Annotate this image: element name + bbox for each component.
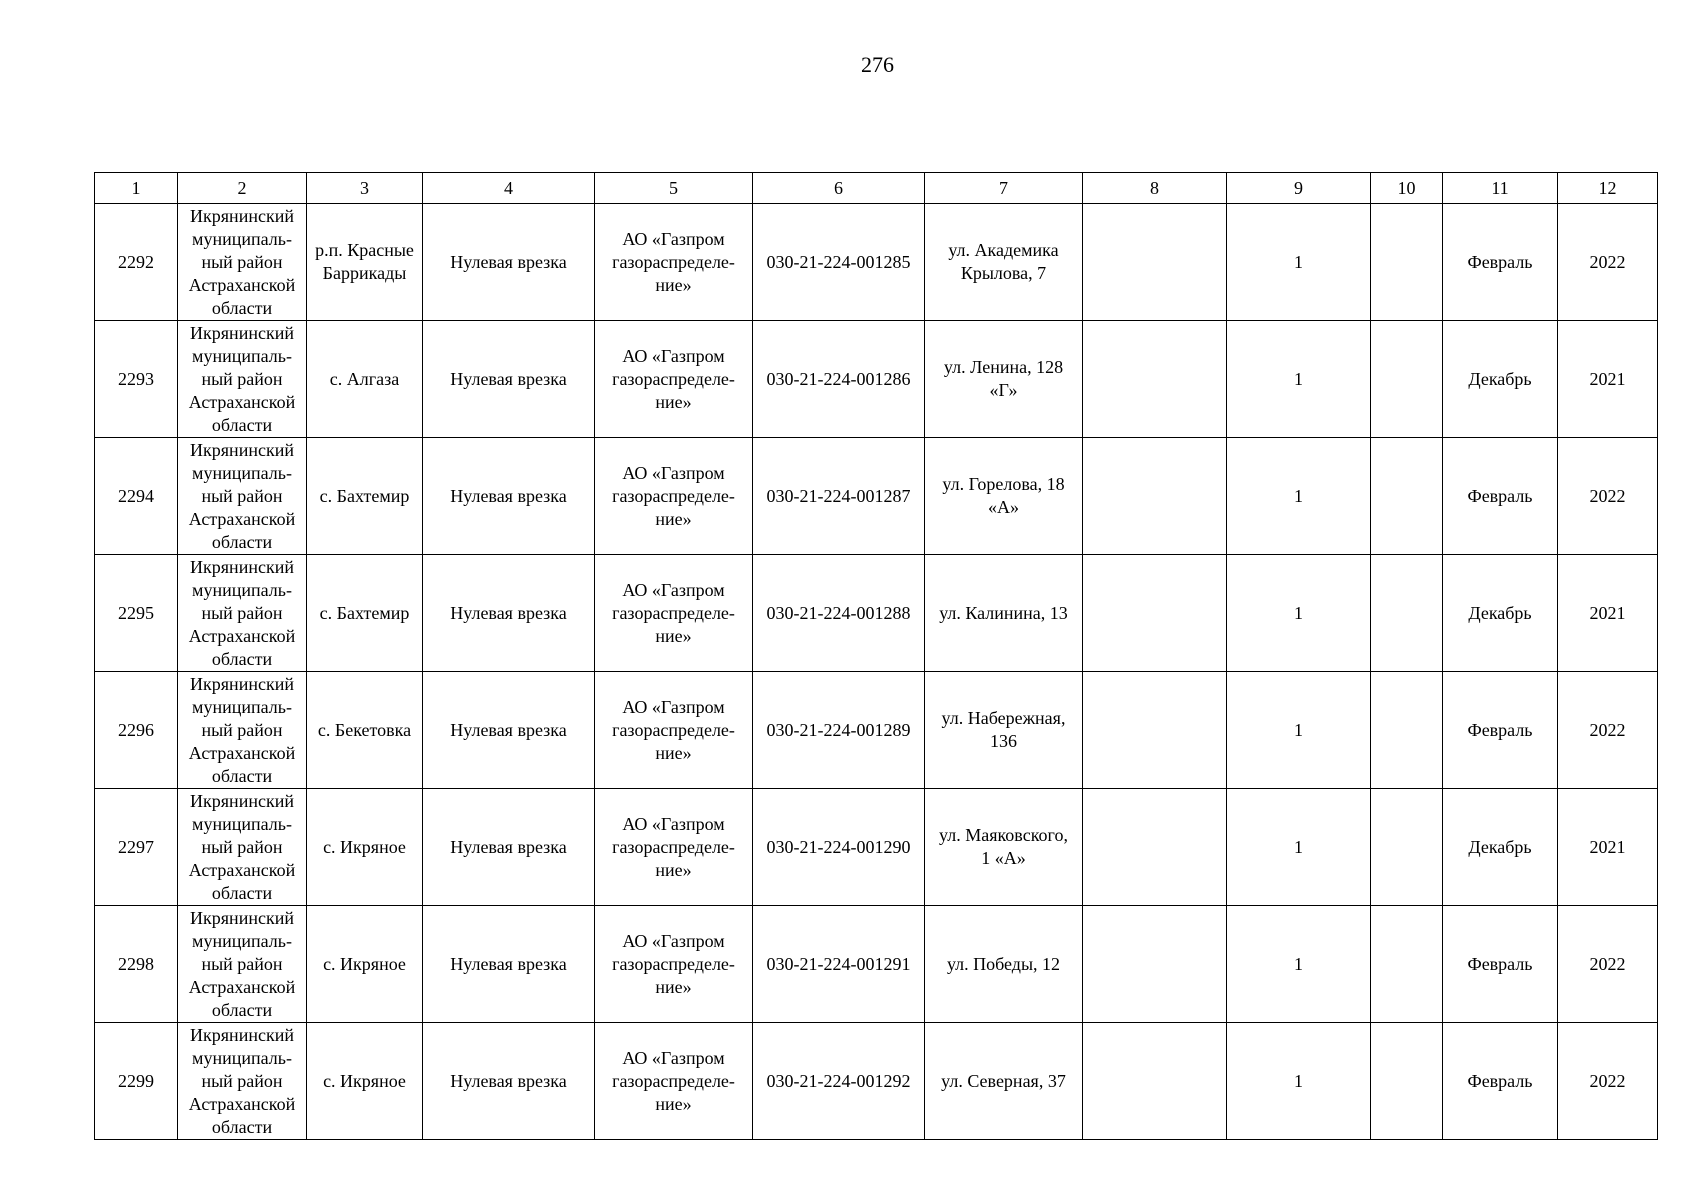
- cell-line: муниципаль-: [192, 345, 292, 366]
- count-cell: 1: [1227, 438, 1371, 555]
- cell-line: муниципаль-: [192, 930, 292, 951]
- cell-line: Икрянинский: [190, 556, 294, 577]
- organization-cell: [595, 555, 753, 672]
- cell-line: газораспределе-: [612, 1070, 735, 1091]
- connection-type-cell: Нулевая врезка: [423, 438, 595, 555]
- cell-line: области: [211, 999, 273, 1020]
- cell-line: с. Икряное: [323, 836, 406, 857]
- cell-line: Астраханской: [188, 976, 296, 997]
- cell-line: газораспределе-: [612, 251, 735, 272]
- organization-cell: [595, 672, 753, 789]
- cell-line: Баррикады: [322, 263, 407, 283]
- object-code-cell: 030-21-224-001288: [753, 555, 925, 672]
- row-number-cell: 2295: [95, 555, 178, 672]
- table-row: [95, 555, 1658, 672]
- connection-type-cell: Нулевая врезка: [423, 204, 595, 321]
- table-header: [95, 173, 1658, 204]
- cell-line: Астраханской: [188, 742, 296, 763]
- row-number-cell: 2292: [95, 204, 178, 321]
- cell-line: Крылова, 7: [960, 263, 1047, 283]
- cell-line: Астраханской: [188, 508, 296, 529]
- cell-line: АО «Газпром: [622, 813, 725, 834]
- locality-cell: [307, 906, 423, 1023]
- column-header-6: 6: [753, 173, 925, 204]
- cell-line: Астраханской: [188, 391, 296, 412]
- cell-line: ул. Набережная,: [941, 708, 1066, 728]
- year-cell: 2022: [1558, 906, 1658, 1023]
- table-row: [95, 672, 1658, 789]
- district-cell: [178, 438, 307, 555]
- column-8-cell: [1083, 789, 1227, 906]
- cell-line: ние»: [655, 508, 692, 529]
- cell-line: Икрянинский: [190, 322, 294, 343]
- cell-line: муниципаль-: [192, 228, 292, 249]
- count-cell: 1: [1227, 204, 1371, 321]
- page-number: 276: [861, 52, 894, 77]
- table-row: [95, 321, 1658, 438]
- cell-line: с. Алгаза: [329, 368, 400, 389]
- cell-line: ул. Горелова, 18: [942, 474, 1065, 494]
- cell-line: Икрянинский: [190, 907, 294, 928]
- cell-line: муниципаль-: [192, 1047, 292, 1068]
- cell-line: ул. Северная, 37: [941, 1070, 1066, 1091]
- cell-line: ние»: [655, 391, 692, 412]
- organization-cell: [595, 204, 753, 321]
- table-row: [95, 789, 1658, 906]
- object-code-cell: 030-21-224-001285: [753, 204, 925, 321]
- cell-line: ный район: [201, 602, 283, 623]
- count-cell: 1: [1227, 555, 1371, 672]
- column-10-cell: [1371, 906, 1443, 1023]
- locality-cell: [307, 672, 423, 789]
- cell-line: АО «Газпром: [622, 228, 725, 249]
- cell-line: АО «Газпром: [622, 579, 725, 600]
- row-number-cell: 2294: [95, 438, 178, 555]
- address-cell: [925, 204, 1083, 321]
- column-header-12: 12: [1558, 173, 1658, 204]
- column-8-cell: [1083, 906, 1227, 1023]
- address-cell: [925, 555, 1083, 672]
- cell-line: с. Икряное: [323, 1070, 406, 1091]
- organization-cell: [595, 321, 753, 438]
- organization-cell: [595, 438, 753, 555]
- organization-cell: [595, 906, 753, 1023]
- cell-line: «Г»: [989, 380, 1018, 400]
- cell-line: АО «Газпром: [622, 930, 725, 951]
- row-number-cell: 2298: [95, 906, 178, 1023]
- year-cell: 2022: [1558, 1023, 1658, 1140]
- district-cell: [178, 672, 307, 789]
- column-header-11: 11: [1443, 173, 1558, 204]
- district-cell: [178, 789, 307, 906]
- district-cell: [178, 321, 307, 438]
- locality-cell: [307, 789, 423, 906]
- cell-line: ный район: [201, 836, 283, 857]
- column-header-5: 5: [595, 173, 753, 204]
- cell-line: ул. Победы, 12: [946, 953, 1061, 974]
- cell-line: области: [211, 765, 273, 786]
- cell-line: ный район: [201, 953, 283, 974]
- address-cell: [925, 321, 1083, 438]
- object-code-cell: 030-21-224-001290: [753, 789, 925, 906]
- column-header-3: 3: [307, 173, 423, 204]
- column-10-cell: [1371, 438, 1443, 555]
- cell-line: с. Бахтемир: [319, 485, 410, 506]
- cell-line: 136: [990, 731, 1017, 751]
- cell-line: Икрянинский: [190, 439, 294, 460]
- column-header-4: 4: [423, 173, 595, 204]
- count-cell: 1: [1227, 1023, 1371, 1140]
- district-cell: [178, 1023, 307, 1140]
- cell-line: «А»: [988, 497, 1019, 517]
- connection-type-cell: Нулевая врезка: [423, 789, 595, 906]
- address-cell: [925, 906, 1083, 1023]
- cell-line: АО «Газпром: [622, 696, 725, 717]
- count-cell: 1: [1227, 672, 1371, 789]
- organization-cell: [595, 1023, 753, 1140]
- month-cell: Февраль: [1443, 1023, 1558, 1140]
- district-cell: [178, 906, 307, 1023]
- cell-line: Астраханской: [188, 1093, 296, 1114]
- column-10-cell: [1371, 789, 1443, 906]
- address-cell: [925, 438, 1083, 555]
- table-row: [95, 438, 1658, 555]
- cell-line: Астраханской: [188, 625, 296, 646]
- cell-line: Икрянинский: [190, 205, 294, 226]
- connection-type-cell: Нулевая врезка: [423, 321, 595, 438]
- cell-line: ный район: [201, 1070, 283, 1091]
- locality-cell: [307, 438, 423, 555]
- cell-line: р.п. Красные: [315, 240, 414, 260]
- connection-type-cell: Нулевая врезка: [423, 1023, 595, 1140]
- month-cell: Декабрь: [1443, 555, 1558, 672]
- locality-cell: [307, 204, 423, 321]
- cell-line: с. Икряное: [323, 953, 406, 974]
- locality-cell: [307, 555, 423, 672]
- locality-cell: [307, 1023, 423, 1140]
- object-code-cell: 030-21-224-001287: [753, 438, 925, 555]
- cell-line: Икрянинский: [190, 1024, 294, 1045]
- cell-line: ние»: [655, 625, 692, 646]
- district-cell: [178, 555, 307, 672]
- cell-line: АО «Газпром: [622, 1047, 725, 1068]
- address-cell: [925, 672, 1083, 789]
- column-header-10: 10: [1371, 173, 1443, 204]
- column-8-cell: [1083, 438, 1227, 555]
- object-code-cell: 030-21-224-001286: [753, 321, 925, 438]
- table-body: [95, 204, 1658, 1140]
- table-row: [95, 204, 1658, 321]
- cell-line: 1 «А»: [981, 848, 1026, 868]
- cell-line: газораспределе-: [612, 719, 735, 740]
- connection-type-cell: Нулевая врезка: [423, 906, 595, 1023]
- cell-line: муниципаль-: [192, 696, 292, 717]
- cell-line: ние»: [655, 1093, 692, 1114]
- locality-cell: [307, 321, 423, 438]
- cell-line: ный район: [201, 368, 283, 389]
- cell-line: с. Бекетовка: [317, 719, 412, 740]
- cell-line: Икрянинский: [190, 673, 294, 694]
- count-cell: 1: [1227, 321, 1371, 438]
- organization-cell: [595, 789, 753, 906]
- cell-line: области: [211, 882, 273, 903]
- month-cell: Февраль: [1443, 204, 1558, 321]
- column-8-cell: [1083, 672, 1227, 789]
- month-cell: Февраль: [1443, 906, 1558, 1023]
- cell-line: ние»: [655, 742, 692, 763]
- row-number-cell: 2296: [95, 672, 178, 789]
- count-cell: 1: [1227, 906, 1371, 1023]
- cell-line: ул. Калинина, 13: [939, 602, 1068, 623]
- object-code-cell: 030-21-224-001291: [753, 906, 925, 1023]
- cell-line: ный район: [201, 251, 283, 272]
- year-cell: 2021: [1558, 555, 1658, 672]
- cell-line: области: [211, 414, 273, 435]
- column-header-8: 8: [1083, 173, 1227, 204]
- cell-line: муниципаль-: [192, 813, 292, 834]
- cell-line: Астраханской: [188, 274, 296, 295]
- column-header-9: 9: [1227, 173, 1371, 204]
- count-cell: 1: [1227, 789, 1371, 906]
- year-cell: 2021: [1558, 321, 1658, 438]
- address-cell: [925, 1023, 1083, 1140]
- column-8-cell: [1083, 1023, 1227, 1140]
- month-cell: Февраль: [1443, 672, 1558, 789]
- column-8-cell: [1083, 555, 1227, 672]
- cell-line: газораспределе-: [612, 485, 735, 506]
- column-header-2: 2: [178, 173, 307, 204]
- month-cell: Декабрь: [1443, 321, 1558, 438]
- cell-line: ние»: [655, 976, 692, 997]
- column-8-cell: [1083, 204, 1227, 321]
- cell-line: Икрянинский: [190, 790, 294, 811]
- cell-line: газораспределе-: [612, 368, 735, 389]
- year-cell: 2021: [1558, 789, 1658, 906]
- cell-line: газораспределе-: [612, 836, 735, 857]
- row-number-cell: 2293: [95, 321, 178, 438]
- cell-line: ние»: [655, 274, 692, 295]
- cell-line: области: [211, 648, 273, 669]
- table-row: [95, 1023, 1658, 1140]
- cell-line: ул. Ленина, 128: [943, 357, 1064, 377]
- header-row: [95, 173, 1658, 204]
- cell-line: области: [211, 297, 273, 318]
- month-cell: Декабрь: [1443, 789, 1558, 906]
- cell-line: ул. Маяковского,: [939, 825, 1068, 845]
- address-cell: [925, 789, 1083, 906]
- cell-line: ный район: [201, 485, 283, 506]
- year-cell: 2022: [1558, 204, 1658, 321]
- object-code-cell: 030-21-224-001292: [753, 1023, 925, 1140]
- object-code-cell: 030-21-224-001289: [753, 672, 925, 789]
- cell-line: области: [211, 531, 273, 552]
- cell-line: муниципаль-: [192, 462, 292, 483]
- column-10-cell: [1371, 321, 1443, 438]
- column-10-cell: [1371, 672, 1443, 789]
- year-cell: 2022: [1558, 438, 1658, 555]
- cell-line: муниципаль-: [192, 579, 292, 600]
- cell-line: ный район: [201, 719, 283, 740]
- month-cell: Февраль: [1443, 438, 1558, 555]
- column-8-cell: [1083, 321, 1227, 438]
- row-number-cell: 2297: [95, 789, 178, 906]
- column-10-cell: [1371, 1023, 1443, 1140]
- connection-type-cell: Нулевая врезка: [423, 555, 595, 672]
- column-10-cell: [1371, 204, 1443, 321]
- connection-type-cell: Нулевая врезка: [423, 672, 595, 789]
- year-cell: 2022: [1558, 672, 1658, 789]
- cell-line: области: [211, 1116, 273, 1137]
- district-cell: [178, 204, 307, 321]
- table-row: [95, 906, 1658, 1023]
- column-10-cell: [1371, 555, 1443, 672]
- registry-table: [94, 172, 1658, 1140]
- row-number-cell: 2299: [95, 1023, 178, 1140]
- cell-line: ул. Академика: [948, 240, 1059, 260]
- cell-line: с. Бахтемир: [319, 602, 410, 623]
- column-header-1: 1: [95, 173, 178, 204]
- cell-line: газораспределе-: [612, 602, 735, 623]
- cell-line: ние»: [655, 859, 692, 880]
- cell-line: АО «Газпром: [622, 462, 725, 483]
- cell-line: Астраханской: [188, 859, 296, 880]
- cell-line: АО «Газпром: [622, 345, 725, 366]
- cell-line: газораспределе-: [612, 953, 735, 974]
- column-header-7: 7: [925, 173, 1083, 204]
